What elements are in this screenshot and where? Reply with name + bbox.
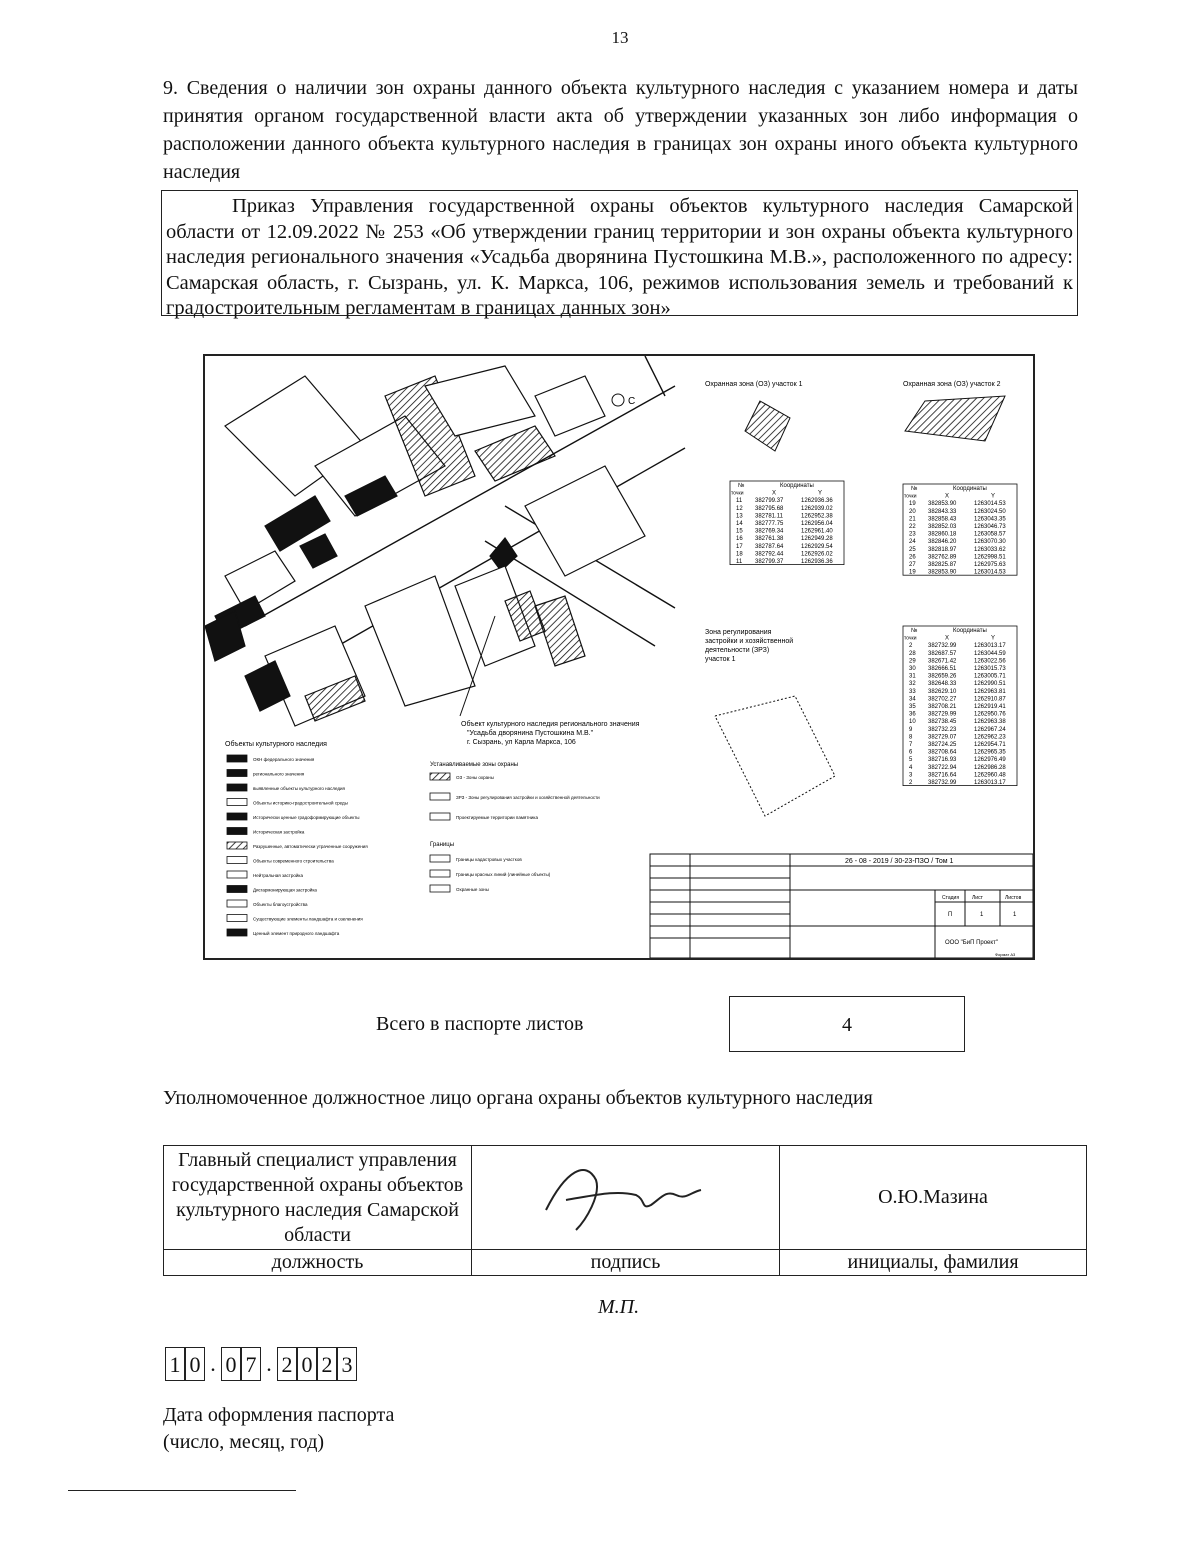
point-no: 15 xyxy=(736,528,743,535)
point-no: 35 xyxy=(909,704,916,710)
coord-x: 382729.07 xyxy=(928,734,957,741)
point-no: 5 xyxy=(909,757,913,764)
coord-x: 382777.75 xyxy=(755,521,784,527)
coord-y: 1262949.28 xyxy=(801,536,833,543)
coord-x: 382729.99 xyxy=(928,711,957,718)
zone3-shape xyxy=(715,696,835,816)
point-no: 11 xyxy=(736,559,743,565)
legend-swatch xyxy=(430,885,450,892)
legend-swatch xyxy=(227,755,247,762)
date-month-digit-1: 0 xyxy=(221,1347,241,1381)
coord-y: 1262936.36 xyxy=(801,559,833,565)
coord-x: 382853.90 xyxy=(928,501,957,508)
zone2-title: Охранная зона (ОЗ) участок 2 xyxy=(903,381,1001,388)
coord-x: 382762.89 xyxy=(928,554,957,561)
legend-item: Границы кадастровых участков xyxy=(456,857,522,862)
point-no: 7 xyxy=(909,742,913,748)
coord-x: 382732.23 xyxy=(928,726,957,733)
zone1-shape xyxy=(745,401,790,451)
zone-map xyxy=(203,354,1035,960)
zones-legend xyxy=(430,773,600,820)
coord-y: 1263014.53 xyxy=(974,501,1006,508)
legend-swatch xyxy=(227,813,247,820)
col-y: Y xyxy=(818,490,823,497)
coord-x: 382787.64 xyxy=(755,543,784,550)
col-no2: точки xyxy=(904,493,917,500)
legend-item: ОКН федерального значения xyxy=(253,757,315,762)
coord-y: 1263005.71 xyxy=(974,673,1006,680)
official-heading: Уполномоченное должностное лицо органа охраны объектов культурного наследия xyxy=(163,1087,873,1109)
zone3-title-1: Зона регулирования xyxy=(705,629,772,636)
stamp-sheets-label: Листов xyxy=(1005,895,1022,901)
coord-x: 382795.68 xyxy=(755,505,784,512)
caption-signature: подпись xyxy=(472,1250,780,1276)
point-no: 27 xyxy=(909,562,916,568)
point-no: 26 xyxy=(909,554,916,561)
legend-swatch xyxy=(227,886,247,893)
point-no: 19 xyxy=(909,501,916,508)
date-caption-line-1: Дата оформления паспорта xyxy=(163,1404,395,1426)
zone3-title-2: застройки и хозяйственной xyxy=(705,638,794,645)
date-separator: . xyxy=(266,1351,272,1376)
zone3-title-4: участок 1 xyxy=(705,656,736,663)
stamp-sheet-value: 1 xyxy=(980,912,984,918)
signature-cell xyxy=(472,1146,780,1250)
coord-x: 382769.34 xyxy=(755,528,784,535)
point-no: 25 xyxy=(909,546,916,553)
signature-table xyxy=(163,1145,1087,1276)
coord-x: 382716.64 xyxy=(928,772,957,779)
date-day-digit-1: 1 xyxy=(165,1347,185,1381)
legend-item: Охранные зоны xyxy=(456,887,489,892)
position-cell xyxy=(164,1146,472,1250)
coord-y: 1263044.59 xyxy=(974,650,1006,657)
legend-item: Объекты благоустройства xyxy=(253,902,308,907)
coord-y: 1262990.51 xyxy=(974,681,1006,688)
coord-x: 382852.03 xyxy=(928,524,957,530)
point-no: 32 xyxy=(909,681,916,688)
point-no: 29 xyxy=(909,658,916,665)
coord-y: 1262961.40 xyxy=(801,528,833,535)
col-no: № xyxy=(911,486,918,492)
col-x: X xyxy=(945,635,950,642)
col-y: Y xyxy=(991,635,996,642)
date-caption xyxy=(163,1402,394,1456)
legend-swatch xyxy=(430,793,450,800)
coord-x: 382858.43 xyxy=(928,516,957,523)
stamp-code: 26 - 08 - 2019 / 30-23-ПЗО / Том 1 xyxy=(845,858,954,865)
stamp-org: ООО "БиП Проект" xyxy=(945,940,998,946)
coord-y: 1262939.02 xyxy=(801,505,833,512)
legend-swatch xyxy=(227,799,247,806)
order-box xyxy=(161,190,1078,319)
legend-list xyxy=(227,755,368,936)
position-text: Главный специалист управления государственной охраны объектов культурного наследия Самарской области xyxy=(171,1148,464,1246)
point-no: 20 xyxy=(909,508,916,515)
order-text: Приказ Управления государственной охраны объектов культурного наследия Самарской области от 12.09.2022 № 253 «Об утверждении границ территории и зон охраны объекта культурного наследия регионального значения «Усадьба дворянина Пустошкина М.В.», расположенного по адресу: Самарская область, г. Сызрань, ул. К. Маркса, 106, режимов использования земель и требований к градостроительным регламентам в границах данных зон» xyxy=(166,195,1073,319)
point-no: 6 xyxy=(909,749,913,756)
coords-table-1 xyxy=(730,481,844,565)
coord-x: 382648.33 xyxy=(928,681,957,688)
legend-swatch xyxy=(227,784,247,791)
date-year-digit-3: 2 xyxy=(317,1347,337,1381)
col-no2: точки xyxy=(731,490,744,497)
coord-x: 382724.25 xyxy=(928,742,957,748)
coord-y: 1262967.24 xyxy=(974,726,1006,733)
legend-item: ОЗ - Зоны охраны xyxy=(456,775,494,780)
stamp-sheets-value: 1 xyxy=(1013,912,1017,918)
col-no: № xyxy=(738,483,745,489)
point-no: 31 xyxy=(909,673,916,680)
coord-y: 1263013.17 xyxy=(974,643,1006,650)
bounds-legend xyxy=(430,855,551,892)
legend-swatch xyxy=(227,915,247,922)
date-day-digit-2: 0 xyxy=(185,1347,205,1381)
coord-x: 382629.10 xyxy=(928,688,957,695)
coord-y: 1263014.53 xyxy=(974,569,1006,576)
zone2-shape xyxy=(905,396,1005,441)
signature-text: Мазина xyxy=(620,1204,624,1206)
col-coords: Координаты xyxy=(780,483,814,489)
coord-y: 1262954.71 xyxy=(974,742,1006,748)
legend-item: ЗРЗ - Зоны регулирования застройки и хозяйственной деятельности xyxy=(456,795,600,800)
coord-y: 1262919.41 xyxy=(974,704,1006,710)
coord-x: 382853.90 xyxy=(928,569,957,576)
date-month-digit-2: 7 xyxy=(241,1347,261,1381)
coord-x: 382860.18 xyxy=(928,531,957,538)
stamp-format: Формат А3 xyxy=(995,952,1016,957)
point-no: 28 xyxy=(909,650,916,657)
coord-x: 382708.64 xyxy=(928,749,957,756)
col-coords: Координаты xyxy=(953,628,987,634)
point-no: 19 xyxy=(909,569,916,576)
legend-item: Дисгармонирующая застройка xyxy=(253,887,317,893)
coord-y: 1262960.48 xyxy=(974,772,1006,779)
legend-item: Разрушенные, автоматически утраченные сооружения xyxy=(253,844,368,849)
coord-x: 382716.93 xyxy=(928,757,957,764)
legend-swatch xyxy=(430,773,450,780)
coord-x: 382846.20 xyxy=(928,539,957,546)
point-no: 17 xyxy=(736,543,743,550)
legend-item: Ценный элемент природного ландшафта xyxy=(253,931,340,936)
point-no: 24 xyxy=(909,539,916,546)
coord-x: 382799.37 xyxy=(755,559,784,565)
point-no: 36 xyxy=(909,711,916,718)
coord-y: 1263070.30 xyxy=(974,539,1006,546)
point-no: 3 xyxy=(909,772,913,779)
stamp-stage-label: Стадия xyxy=(942,895,960,901)
legend-item: выявленные объекты культурного наследия xyxy=(253,786,345,791)
map-drawing xyxy=(205,356,1033,958)
coord-x: 382843.33 xyxy=(928,508,957,515)
col-no: № xyxy=(911,628,918,634)
legend-title: Объекты культурного наследия xyxy=(225,741,327,748)
point-no: 14 xyxy=(736,521,743,527)
legend-swatch xyxy=(430,855,450,862)
seal-place: М.П. xyxy=(598,1296,640,1318)
coord-x: 382666.51 xyxy=(928,666,957,672)
point-no: 9 xyxy=(909,726,913,733)
stamp-sheet-label: Лист xyxy=(972,895,983,901)
coord-y: 1263024.50 xyxy=(974,508,1006,515)
caption-position: должность xyxy=(164,1250,472,1276)
coord-x: 382825.87 xyxy=(928,562,957,568)
coord-y: 1262963.38 xyxy=(974,719,1006,726)
point-no: 10 xyxy=(909,719,916,726)
legend-item: регионального значения xyxy=(253,771,305,777)
coord-x: 382818.97 xyxy=(928,546,957,553)
legend-item: Историческая застройка xyxy=(253,829,305,835)
point-no: 22 xyxy=(909,524,916,530)
coord-x: 382722.94 xyxy=(928,764,957,771)
point-no: 34 xyxy=(909,696,916,703)
name-cell: О.Ю.Мазина xyxy=(780,1146,1087,1250)
buildings xyxy=(205,366,645,726)
coord-x: 382738.45 xyxy=(928,719,957,726)
date-year-digit-2: 0 xyxy=(297,1347,317,1381)
coord-x: 382702.27 xyxy=(928,696,957,703)
coord-y: 1262936.36 xyxy=(801,498,833,505)
legend-swatch xyxy=(227,900,247,907)
point-no: 23 xyxy=(909,531,916,538)
north-arrow-icon xyxy=(612,394,624,406)
signature-image xyxy=(526,1150,726,1240)
footnote-separator xyxy=(68,1490,296,1491)
coord-y: 1262965.35 xyxy=(974,749,1006,756)
object-label-line-3: г. Сызрань, ул Карла Маркса, 106 xyxy=(467,739,576,746)
point-no: 4 xyxy=(909,764,913,771)
coord-y: 1262976.49 xyxy=(974,757,1006,764)
coord-y: 1263043.35 xyxy=(974,516,1006,523)
point-no: 16 xyxy=(736,536,743,543)
col-x: X xyxy=(945,493,950,500)
page-number: 13 xyxy=(611,28,629,47)
legend-swatch xyxy=(227,842,247,849)
coord-y: 1262975.63 xyxy=(974,562,1006,568)
zone1-title: Охранная зона (ОЗ) участок 1 xyxy=(705,381,803,388)
legend-item: Исторически ценные градоформирующие объекты xyxy=(253,815,360,820)
north-label: С xyxy=(628,396,636,407)
legend-swatch xyxy=(227,828,247,835)
total-sheets-value: 4 xyxy=(729,996,965,1052)
coord-x: 382792.44 xyxy=(755,551,784,558)
point-no: 33 xyxy=(909,688,916,695)
legend-item: Объекты историко-градостроительной среды xyxy=(253,800,348,806)
coord-y: 1262929.54 xyxy=(801,543,833,550)
date-caption-line-2: (число, месяц, год) xyxy=(163,1431,325,1453)
col-y: Y xyxy=(991,493,996,500)
coord-y: 1263015.73 xyxy=(974,666,1006,672)
legend-swatch xyxy=(227,871,247,878)
coord-y: 1263046.73 xyxy=(974,524,1006,530)
legend-item: Нейтральная застройка xyxy=(253,873,303,878)
point-no: 11 xyxy=(736,498,743,505)
coord-x: 382761.38 xyxy=(755,536,784,543)
point-no: 2 xyxy=(909,643,913,650)
coord-y: 1262926.02 xyxy=(801,551,833,558)
bounds-title: Границы xyxy=(430,842,454,848)
legend-swatch xyxy=(227,857,247,864)
coords-table-3 xyxy=(903,626,1017,786)
coord-x: 382671.42 xyxy=(928,658,957,665)
date-year-digit-4: 3 xyxy=(337,1347,357,1381)
object-label-line-2: "Усадьба дворянина Пустошкина М.В." xyxy=(467,730,594,737)
col-x: X xyxy=(772,490,777,497)
coord-y: 1263033.62 xyxy=(974,546,1006,553)
object-label-line-1: Объект культурного наследия регионального значения xyxy=(461,721,640,728)
coord-y: 1263013.17 xyxy=(974,780,1006,786)
legend-swatch xyxy=(227,770,247,777)
point-no: 30 xyxy=(909,666,916,672)
point-no: 13 xyxy=(736,513,743,520)
date-separator: . xyxy=(210,1351,216,1376)
point-no: 18 xyxy=(736,551,743,558)
legend-item: Проектируемые территории памятника xyxy=(456,815,538,820)
coord-y: 1263058.57 xyxy=(974,531,1006,538)
coords-table-2 xyxy=(903,484,1017,576)
legend-item: Границы красных линий (линейные объекты) xyxy=(456,872,551,877)
coord-y: 1262962.23 xyxy=(974,734,1006,741)
legend-swatch xyxy=(430,813,450,820)
coord-y: 1262950.76 xyxy=(974,711,1006,718)
col-coords: Координаты xyxy=(953,486,987,492)
coord-x: 382781.11 xyxy=(755,513,783,520)
coord-x: 382732.99 xyxy=(928,780,957,786)
coord-x: 382687.57 xyxy=(928,650,957,657)
coord-x: 382659.26 xyxy=(928,673,957,680)
coord-y: 1263022.56 xyxy=(974,658,1006,665)
zone3-title-3: деятельности (ЗРЗ) xyxy=(705,647,770,654)
point-no: 21 xyxy=(909,516,916,523)
date-boxes xyxy=(165,1346,357,1382)
total-sheets-label: Всего в паспорте листов xyxy=(376,1013,584,1035)
coord-x: 382732.99 xyxy=(928,643,957,650)
stamp-stage-value: П xyxy=(948,912,953,918)
coord-y: 1262952.38 xyxy=(801,513,833,520)
coord-y: 1262910.87 xyxy=(974,696,1006,703)
point-no: 8 xyxy=(909,734,913,741)
point-no: 12 xyxy=(736,505,743,512)
legend-item: Существующие элементы ландшафта и озеленения xyxy=(253,916,363,922)
zones-title: Устанавливаемые зоны охраны xyxy=(430,762,519,768)
coord-x: 382708.21 xyxy=(928,704,957,710)
legend-swatch xyxy=(227,929,247,936)
coord-y: 1262956.04 xyxy=(801,521,833,527)
coord-y: 1262963.81 xyxy=(974,688,1006,695)
coord-x: 382799.37 xyxy=(755,498,784,505)
date-year-digit-1: 2 xyxy=(277,1347,297,1381)
caption-name: инициалы, фамилия xyxy=(780,1250,1087,1276)
legend-swatch xyxy=(430,870,450,877)
legend-item: Объекты современного строительства xyxy=(253,858,334,864)
point-no: 2 xyxy=(909,780,913,786)
section-9-heading: 9. Сведения о наличии зон охраны данного объекта культурного наследия с указанием номера и даты принятия органом государственной власти акта об утверждении указанных зон либо информация о расположении данного объекта культурного наследия в границах зон охраны иного объекта культурного наследия xyxy=(163,77,1078,183)
coord-y: 1262986.28 xyxy=(974,764,1006,771)
col-no2: точки xyxy=(904,635,917,642)
coord-y: 1262998.51 xyxy=(974,554,1006,561)
